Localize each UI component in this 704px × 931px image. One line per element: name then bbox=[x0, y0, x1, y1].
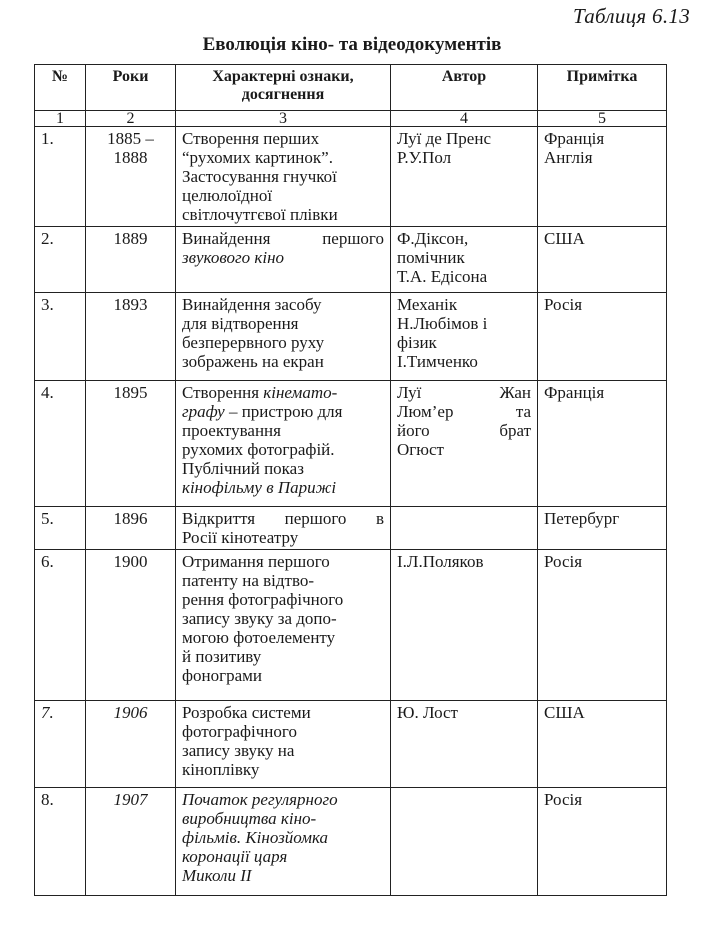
row-year: 1900 bbox=[86, 550, 176, 701]
desc-line bbox=[182, 402, 384, 421]
row-year: 1889 bbox=[86, 227, 176, 293]
header-no: № bbox=[35, 65, 86, 111]
table-row bbox=[35, 788, 667, 896]
header-features bbox=[176, 65, 391, 111]
row-author bbox=[391, 381, 538, 507]
row-number: 5. bbox=[35, 507, 86, 550]
desc-line: патенту на відтво- bbox=[182, 571, 315, 590]
desc-line: Отримання першого bbox=[182, 552, 330, 571]
row-note: США bbox=[538, 701, 667, 788]
column-number: 3 bbox=[176, 111, 391, 127]
desc-line: запису звуку на bbox=[182, 741, 295, 760]
row-number: 6. bbox=[35, 550, 86, 701]
desc-line: рення фотографічного bbox=[182, 590, 344, 609]
header-features-line2: досягнення bbox=[241, 86, 325, 103]
row-number: 7. bbox=[35, 701, 86, 788]
row-year-line: 1885 – bbox=[107, 129, 154, 148]
row-description bbox=[176, 788, 391, 896]
desc-word: Винайдення bbox=[182, 229, 271, 248]
desc-line bbox=[182, 383, 384, 402]
row-description bbox=[176, 381, 391, 507]
author-word: Луї bbox=[397, 383, 422, 402]
desc-line: виробництва кіно- bbox=[182, 809, 317, 828]
desc-line: світлочутгєвої плівки bbox=[182, 205, 338, 224]
desc-word: першого bbox=[322, 229, 384, 248]
desc-line: Миколи II bbox=[182, 866, 252, 885]
desc-word: кінемато- bbox=[263, 383, 338, 402]
row-number: 1. bbox=[35, 127, 86, 227]
row-note: США bbox=[538, 227, 667, 293]
desc-word: першого bbox=[284, 509, 347, 528]
row-description bbox=[176, 127, 391, 227]
desc-line bbox=[182, 509, 384, 528]
desc-line: “рухомих картинок”. bbox=[182, 148, 333, 167]
desc-line: Публічний показ bbox=[182, 459, 304, 478]
table-row bbox=[35, 507, 667, 550]
desc-line: могою фотоелементу bbox=[182, 628, 336, 647]
row-description bbox=[176, 293, 391, 381]
row-year-line: 1888 bbox=[113, 148, 148, 167]
row-author: Ю. Лост bbox=[391, 701, 538, 788]
desc-word: Відкриття bbox=[182, 509, 256, 528]
evolution-table bbox=[34, 64, 667, 896]
desc-line: й позитиву bbox=[182, 647, 262, 666]
author-line: Т.А. Едісона bbox=[397, 267, 488, 286]
column-number: 5 bbox=[538, 111, 667, 127]
author-line: І.Тимченко bbox=[397, 352, 478, 371]
desc-line: фонограми bbox=[182, 666, 262, 685]
author-line: Р.У.Пол bbox=[397, 148, 452, 167]
author-line bbox=[397, 421, 531, 440]
desc-line: Створення перших bbox=[182, 129, 320, 148]
row-note bbox=[538, 127, 667, 227]
table-number-label: Таблиця 6.13 bbox=[573, 4, 690, 28]
author-word: його bbox=[397, 421, 430, 440]
row-note: Франція bbox=[538, 381, 667, 507]
header-features-line1: Характерні ознаки, bbox=[212, 68, 354, 85]
table-row bbox=[35, 293, 667, 381]
note-line: Франція bbox=[544, 129, 605, 148]
desc-line: зображень на екран bbox=[182, 352, 324, 371]
author-word: Жан bbox=[499, 383, 531, 402]
row-description bbox=[176, 550, 391, 701]
row-note: Росія bbox=[538, 550, 667, 701]
desc-line: целюлоїдної bbox=[182, 186, 273, 205]
author-line: Н.Любімов і bbox=[397, 314, 488, 333]
column-number-row bbox=[35, 111, 667, 127]
column-number: 4 bbox=[391, 111, 538, 127]
author-line: Механік bbox=[397, 295, 458, 314]
desc-line: для відтворення bbox=[182, 314, 299, 333]
row-author bbox=[391, 227, 538, 293]
table-title: Еволюція кіно- та відеодокументів bbox=[202, 34, 502, 55]
desc-line: кінофільму в Парижі bbox=[182, 478, 337, 497]
note-line: Англія bbox=[544, 148, 593, 167]
desc-word: графу bbox=[182, 402, 225, 421]
desc-line: фотографічного bbox=[182, 722, 297, 741]
desc-word: в bbox=[375, 509, 384, 528]
row-author bbox=[391, 507, 538, 550]
desc-line: запису звуку за допо- bbox=[182, 609, 337, 628]
header-years: Роки bbox=[86, 65, 176, 111]
desc-line: коронації царя bbox=[182, 847, 288, 866]
row-author bbox=[391, 127, 538, 227]
desc-line: Винайдення засобу bbox=[182, 295, 322, 314]
row-author bbox=[391, 293, 538, 381]
header-note: Примітка bbox=[538, 65, 667, 111]
row-note: Петербург bbox=[538, 507, 667, 550]
table-row bbox=[35, 381, 667, 507]
desc-line bbox=[182, 229, 384, 248]
row-year: 1896 bbox=[86, 507, 176, 550]
row-note: Росія bbox=[538, 788, 667, 896]
desc-line: безперервного руху bbox=[182, 333, 325, 352]
table-row bbox=[35, 127, 667, 227]
author-line bbox=[397, 383, 531, 402]
row-number: 3. bbox=[35, 293, 86, 381]
desc-line: Застосування гнучкої bbox=[182, 167, 337, 186]
desc-line: кіноплівку bbox=[182, 760, 260, 779]
table-row bbox=[35, 227, 667, 293]
desc-line: проектування bbox=[182, 421, 281, 440]
header-author: Автор bbox=[391, 65, 538, 111]
row-author: І.Л.Поляков bbox=[391, 550, 538, 701]
row-year: 1895 bbox=[86, 381, 176, 507]
author-line: Ф.Діксон, bbox=[397, 229, 469, 248]
desc-word: – пристрою для bbox=[224, 402, 343, 421]
author-line bbox=[397, 402, 531, 421]
desc-word: Створення bbox=[182, 383, 264, 402]
author-word: та bbox=[515, 402, 531, 421]
row-year: 1906 bbox=[86, 701, 176, 788]
desc-line: фільмів. Кінозйомка bbox=[182, 828, 328, 847]
row-note: Росія bbox=[538, 293, 667, 381]
row-description bbox=[176, 507, 391, 550]
table-row bbox=[35, 550, 667, 701]
row-year: 1893 bbox=[86, 293, 176, 381]
author-word: брат bbox=[499, 421, 531, 440]
row-description bbox=[176, 227, 391, 293]
author-line: Огюст bbox=[397, 440, 444, 459]
column-number: 2 bbox=[86, 111, 176, 127]
row-author bbox=[391, 788, 538, 896]
desc-line: Росії кінотеатру bbox=[182, 528, 299, 547]
author-line: помічник bbox=[397, 248, 465, 267]
table-row bbox=[35, 701, 667, 788]
row-number: 4. bbox=[35, 381, 86, 507]
header-row bbox=[35, 65, 667, 111]
row-year: 1907 bbox=[86, 788, 176, 896]
author-word: Люм’ер bbox=[397, 402, 454, 421]
row-number: 8. bbox=[35, 788, 86, 896]
desc-line: звукового кіно bbox=[182, 248, 285, 267]
desc-line: рухомих фотографій. bbox=[182, 440, 335, 459]
desc-line: Розробка системи bbox=[182, 703, 311, 722]
author-line: фізик bbox=[397, 333, 437, 352]
row-number: 2. bbox=[35, 227, 86, 293]
row-description bbox=[176, 701, 391, 788]
desc-line: Початок регулярного bbox=[182, 790, 338, 809]
author-line: Луї де Пренс bbox=[397, 129, 491, 148]
row-year bbox=[86, 127, 176, 227]
column-number: 1 bbox=[35, 111, 86, 127]
